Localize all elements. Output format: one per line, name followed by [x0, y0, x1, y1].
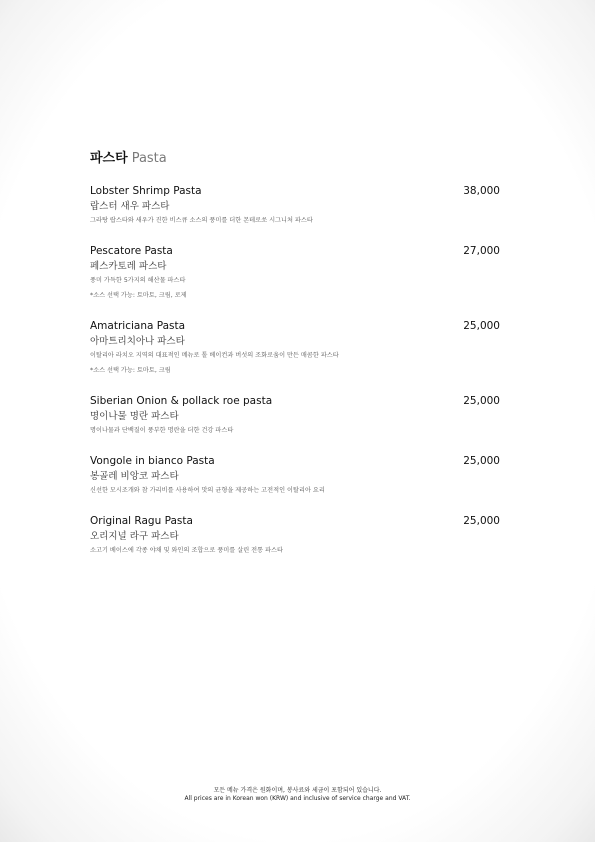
item-name: Amatriciana Pasta — [90, 320, 186, 332]
item-description: 이탈리아 라치오 지역의 대표적인 메뉴로 톨 베이컨과 버섯의 조화로움이 만든 매콤한 파스타 — [90, 352, 339, 359]
item-name-ko: 랍스터 새우 파스타 — [90, 201, 170, 212]
item-sauce-note: *소스 선택 가능: 토마토, 크림, 로제 — [90, 292, 187, 299]
item-name: Pescatore Pasta — [90, 245, 173, 257]
item-name: Lobster Shrimp Pasta — [90, 185, 202, 197]
menu-item-vongole-pasta — [90, 454, 500, 495]
item-name: Vongole in bianco Pasta — [90, 455, 215, 467]
item-price: 38,000 — [463, 185, 500, 197]
menu-item-ragu-pasta — [90, 514, 500, 555]
item-description: 신선한 모시조개와 참 가리비를 사용하여 맛의 균형을 제공하는 고전적인 이탈리아 요리 — [90, 487, 325, 494]
item-description: 그라탕 랍스타와 새우가 진한 비스큐 소스의 풍미를 더한 몬테로쏘 시그니처 파스타 — [90, 217, 313, 224]
item-description: 소고기 베이스에 각종 야채 및 와인의 조합으로 풍미를 살린 전통 파스타 — [90, 547, 284, 554]
item-name: Original Ragu Pasta — [90, 515, 193, 527]
item-price: 27,000 — [463, 245, 500, 257]
menu-item-pescatore-pasta — [90, 244, 500, 300]
item-price: 25,000 — [463, 515, 500, 527]
item-name-ko: 봉골레 비앙코 파스타 — [90, 471, 179, 482]
item-description: 명이나물과 단백질이 풍부한 명란을 더한 건강 파스타 — [90, 427, 234, 434]
section-title-ko: 파스타 — [90, 151, 128, 166]
item-price: 25,000 — [463, 455, 500, 467]
section-title-en: Pasta — [131, 151, 167, 166]
item-price: 25,000 — [463, 320, 500, 332]
item-sauce-note: *소스 선택 가능: 토마토, 크림 — [90, 367, 171, 374]
menu-item-lobster-shrimp-pasta — [90, 184, 500, 225]
menu-item-amatriciana-pasta — [90, 319, 500, 375]
disclaimer-en: All prices are in Korean won (KRW) and inclusive of service charge and VAT. — [184, 795, 411, 802]
item-price: 25,000 — [463, 395, 500, 407]
item-name-ko: 오리지널 라구 파스타 — [90, 531, 179, 542]
item-name-ko: 명이나물 명란 파스타 — [90, 411, 179, 422]
item-name: Siberian Onion & pollack roe pasta — [90, 395, 273, 407]
item-name-ko: 아마트리치아나 파스타 — [90, 336, 185, 347]
section-title — [90, 147, 167, 166]
item-description: 풍미 가득한 5가지의 해산물 파스타 — [90, 277, 186, 284]
item-name-ko: 페스카토레 파스타 — [90, 261, 167, 272]
disclaimer-ko: 모든 메뉴 가격은 원화이며, 봉사료와 세금이 포함되어 있습니다. — [213, 787, 382, 794]
menu-item-onion-pollack-roe-pasta — [90, 394, 500, 435]
price-disclaimer — [0, 787, 595, 803]
